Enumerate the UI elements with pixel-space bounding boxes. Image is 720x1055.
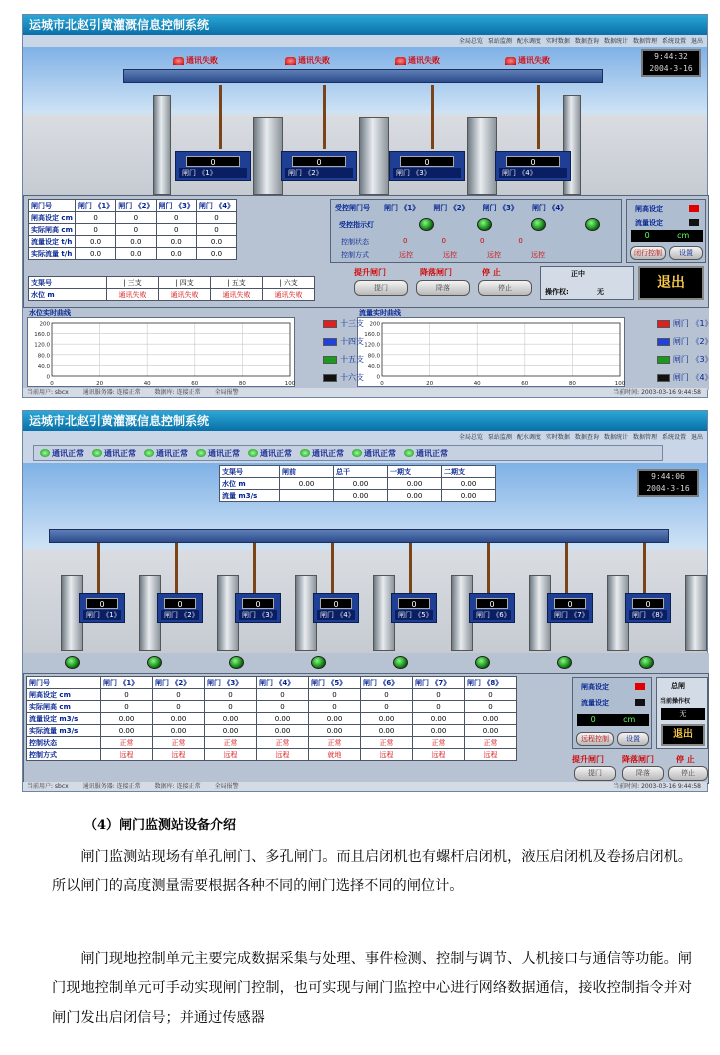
status-lamp-icon (300, 449, 310, 457)
indicator-lamp-icon (311, 656, 326, 669)
lower-gate-label: 降落闸门 (622, 755, 654, 764)
legend-label: 闸门 《2》 (672, 337, 713, 346)
lower-button[interactable]: 降落 (622, 766, 664, 781)
alarm-lamp-icon (395, 57, 406, 65)
alarm-2: 通讯失败 (285, 55, 330, 66)
legend-label: 闸门 《3》 (672, 355, 713, 364)
stop-label: 停 止 (482, 268, 501, 277)
legend-swatch (657, 356, 670, 364)
indicator-lamp-icon (419, 218, 434, 231)
chart-title: 流量实时曲线 (359, 309, 401, 317)
app-title: 运城市北赵引黄灌溉信息控制系统 (23, 411, 707, 431)
indicator-strip (23, 653, 709, 673)
menu-item[interactable]: 数据管理 (632, 434, 657, 441)
menu-item[interactable]: 配水调度 (516, 434, 541, 441)
indicator-lamp-icon (557, 656, 572, 669)
status-lamp-icon (144, 449, 154, 457)
y-tick-label: 40.0 (37, 363, 50, 370)
indicator-label: 受控指示灯 (339, 221, 374, 229)
bridge-beam (123, 69, 603, 83)
indicator-lamp-icon (531, 218, 546, 231)
x-tick-label: 0 (380, 381, 384, 387)
gate-screw (537, 85, 540, 149)
raise-button[interactable]: 提门 (354, 280, 408, 296)
x-tick-label: 60 (521, 381, 529, 387)
indicator-lamp-icon (393, 656, 408, 669)
legend-swatch (323, 356, 337, 364)
indicator-lamp-icon (639, 656, 654, 669)
legend-label: 十六支 (340, 373, 364, 382)
lower-button[interactable]: 降落 (416, 280, 470, 296)
setpoint-box: 闸高设定 流量设定 0 cm 远程控制 设置 (572, 677, 652, 749)
gate-screw (323, 85, 326, 149)
gate-screw (643, 543, 646, 599)
flow-chart (357, 317, 625, 387)
legend-swatch (323, 320, 337, 328)
menu-item[interactable]: 系统设置 (661, 434, 686, 441)
menu-item[interactable]: 数据查询 (574, 38, 599, 45)
gate-7[interactable]: 0 闸门 《7》 (547, 593, 593, 623)
canal-table: 支渠号 闸前 总干 一期支 二期支 水位 m 0.00 0.00 0.00 0.00 流量 m3/s 0.00 0.00 0.00 (219, 465, 496, 502)
set-button[interactable]: 设置 (669, 246, 703, 260)
menu-item[interactable]: 全局总览 (458, 38, 483, 45)
y-tick-label: 0 (46, 374, 50, 381)
app-title: 运城市北赵引黄灌溉信息控制系统 (23, 15, 707, 35)
menu-bar (459, 36, 703, 47)
gate-screw (219, 85, 222, 149)
y-tick-label: 160.0 (34, 332, 50, 339)
indicator-lamp-icon (475, 656, 490, 669)
menu-item[interactable]: 实时数据 (545, 434, 570, 441)
raise-gate-label: 提升闸门 (354, 268, 386, 277)
gate-5[interactable]: 0 闸门 《5》 (391, 593, 437, 623)
state-box: 正中 操作权: 无 (540, 266, 634, 300)
gate-1[interactable]: 0 闸门 《1》 (175, 151, 251, 181)
gate-2[interactable]: 0 闸门 《2》 (281, 151, 357, 181)
y-tick-label: 80.0 (37, 353, 50, 360)
y-tick-label: 40.0 (367, 363, 380, 370)
gate-scene (23, 463, 707, 653)
stop-button[interactable]: 停止 (668, 766, 708, 781)
y-tick-label: 120.0 (34, 342, 50, 349)
gate-4[interactable]: 0 闸门 《4》 (313, 593, 359, 623)
control-panel (23, 195, 709, 308)
legend-label: 十三支 (340, 319, 364, 328)
legend-item[interactable] (657, 336, 713, 347)
level-table: 支渠号 | 三支 | 四支 | 五支 | 六支 水位 m 通讯失败 通讯失败 通讯失败 通讯失败 (28, 276, 315, 301)
mode-indicator[interactable] (635, 699, 645, 706)
status-lamp-icon (404, 449, 414, 457)
menu-item[interactable]: 全局总览 (458, 434, 483, 441)
chart-title: 水位实时曲线 (29, 309, 71, 317)
menu-item[interactable]: 泵站监测 (487, 38, 512, 45)
screenshot-eight-gate (22, 410, 708, 792)
chart-area (23, 308, 713, 390)
menu-item[interactable]: 数据管理 (632, 38, 657, 45)
x-tick-label: 20 (96, 381, 104, 387)
status-lamp-icon (352, 449, 362, 457)
menu-item[interactable]: 数据统计 (603, 434, 628, 441)
legend-item[interactable] (657, 372, 713, 383)
lower-gate-label: 降落闸门 (420, 268, 452, 277)
raise-button[interactable]: 提门 (574, 766, 616, 781)
remote-control-button[interactable]: 闭行控制 (630, 246, 666, 260)
control-panel (23, 673, 709, 784)
gate-4[interactable]: 0 闸门 《4》 (495, 151, 571, 181)
status-lamp-icon (248, 449, 258, 457)
setpoint-box: 闸高设定 流量设定 0 cm 闭行控制 设置 (626, 199, 706, 263)
x-tick-label: 60 (191, 381, 199, 387)
mode-indicator[interactable] (635, 683, 645, 690)
menu-bar (459, 432, 703, 443)
menu-item[interactable]: 退出 (690, 38, 703, 45)
stop-button[interactable]: 停止 (478, 280, 532, 296)
indicator-lamp-icon (229, 656, 244, 669)
water-level-chart (27, 317, 295, 387)
menu-item[interactable]: 系统设置 (661, 38, 686, 45)
gate-screw (431, 85, 434, 149)
status-bar: 当前用户: sbcx 通讯服务器: 连接正常 数据库: 连接正常 全局报警 当前时间: 2003-03-16 9:44:58 (23, 782, 707, 791)
gate-6[interactable]: 0 闸门 《6》 (469, 593, 515, 623)
plot-frame (382, 323, 620, 376)
legend-label: 十四支 (340, 337, 364, 346)
stop-label: 停 止 (676, 755, 695, 764)
plot-frame (52, 323, 290, 376)
legend-item[interactable] (323, 354, 364, 365)
legend-item[interactable] (323, 318, 364, 329)
status-lamp-icon (40, 449, 50, 457)
gate-screw (175, 543, 178, 599)
gate-screw (487, 543, 490, 599)
menu-item[interactable]: 数据统计 (603, 38, 628, 45)
paragraph: 闸门现地控制单元主要完成数据采集与处理、事件检测、控制与调节、人机接口与通信等功能。闸门现地控制单元可手动实现闸门控制，也可实现与闸门监控中心进行网络数据通信，接收控制指令并对闸门发出启闭信号；并通过传感器 (52, 951, 692, 1026)
exit-button[interactable]: 退出 (661, 724, 705, 746)
legend-swatch (657, 320, 670, 328)
x-tick-label: 80 (238, 381, 246, 387)
indicator-lamp-icon (147, 656, 162, 669)
legend-item[interactable] (323, 372, 364, 383)
alarm-3: 通讯失败 (395, 55, 440, 66)
paragraph: 闸门监测站现场有单孔闸门、多孔闸门。而且启闭机也有螺杆启闭机，液压启闭机及卷扬启闭机。所以闸门的高度测量需要根据各种不同的闸门选择不同的闸位计。 (52, 849, 692, 895)
legend-label: 闸门 《4》 (672, 373, 713, 382)
alarm-1: 通讯失败 (173, 55, 218, 66)
pier (359, 117, 389, 195)
setpoint-input[interactable]: 0 cm (631, 230, 703, 242)
y-tick-label: 200 (39, 321, 50, 328)
x-tick-label: 40 (143, 381, 151, 387)
raise-gate-label: 提升闸门 (572, 755, 604, 764)
status-lamp-icon (92, 449, 102, 457)
gate-data-table: 闸门号 闸门 《1》 闸门 《2》 闸门 《3》 闸门 《4》 闸高设定 cm 0 0 0 0 实际闸高 cm 0 0 0 0 流量设定 t/h 0.0 0.0 0.0 0.0 实际流量 t/h 0.0 0.0 0.0 0.0 (28, 199, 237, 260)
legend-label: 十五支 (340, 355, 364, 364)
legend-item[interactable] (657, 354, 713, 365)
status-lamp-icon (196, 449, 206, 457)
gate-3[interactable]: 0 闸门 《3》 (389, 151, 465, 181)
mode-indicator[interactable] (689, 205, 699, 212)
x-tick-label: 40 (473, 381, 481, 387)
gate-2[interactable]: 0 闸门 《2》 (157, 593, 203, 623)
x-tick-label: 100 (284, 381, 296, 387)
exit-button[interactable]: 退出 (638, 266, 704, 300)
legend-swatch (657, 338, 670, 346)
x-tick-label: 20 (426, 381, 434, 387)
gate-screw (97, 543, 100, 599)
control-status-box: 受控闸门号 闸门 《1》 闸门 《2》 闸门 《3》 闸门 《4》 受控指示灯 控制状态 0 0 0 0 控制方式 远控 远控 远控 远控 (330, 199, 622, 263)
gate-screw (565, 543, 568, 599)
gate-screw (331, 543, 334, 599)
legend-swatch (323, 338, 337, 346)
y-tick-label: 160.0 (364, 332, 380, 339)
alarm-lamp-icon (173, 57, 184, 65)
gate-8[interactable]: 0 闸门 《8》 (625, 593, 671, 623)
x-tick-label: 80 (568, 381, 576, 387)
x-tick-label: 100 (614, 381, 626, 387)
gate-1[interactable]: 0 闸门 《1》 (79, 593, 125, 623)
clock: 9:44:06 2004-3-16 (637, 469, 699, 497)
main-gate-box: 总闸 当前操作权 无 退出 (656, 677, 708, 749)
gate-data-table: 闸门号 闸门 《1》 闸门 《2》 闸门 《3》 闸门 《4》 闸门 《5》 闸门 《6》 闸门 《7》 闸门 《8》 闸高设定 cm 0 0 0 0 0 0 0 0 实际闸高 cm 0 0 0 0 0 0 0 0 流量设定 m3/s 0.00 0.00 0.00 0.00 0.00 0.00 0.00 0.00 实际流量 m3/s 0.00 0.00 0.00 0.00 0.00 0.00 0.00 0.00 控制状态 正常 正常 正常 正常 正常 正常 正常 正常 控制方式 远程 远程 远程 远程 就地 远程 远程 远程 (26, 676, 517, 761)
alarm-strip: 通讯正常 通讯正常 通讯正常 通讯正常 通讯正常 通讯正常 通讯正常 通讯正常 (33, 445, 663, 461)
legend-item[interactable] (323, 336, 364, 347)
legend-item[interactable] (657, 318, 713, 329)
legend-label: 闸门 《1》 (672, 319, 713, 328)
clock: 9:44:32 2004-3-16 (641, 49, 701, 77)
mode-indicator[interactable] (689, 219, 699, 226)
menu-item[interactable]: 泵站监测 (487, 434, 512, 441)
gate-scene (23, 47, 707, 195)
section-heading: （4）闸门监测站设备介绍 (84, 818, 237, 833)
operator-value: 无 (661, 708, 705, 720)
alarm-lamp-icon (285, 57, 296, 65)
indicator-lamp-icon (585, 218, 600, 231)
menu-item[interactable]: 配水调度 (516, 38, 541, 45)
legend-swatch (323, 374, 337, 382)
set-button[interactable]: 设置 (617, 732, 649, 746)
screenshot-four-gate (22, 14, 713, 398)
pier (253, 117, 283, 195)
status-bar: 当前用户: sbcx 通讯服务器: 连接正常 数据库: 连接正常 全局报警 当前时间: 2003-03-16 9:44:58 (23, 388, 707, 397)
menu-item[interactable]: 实时数据 (545, 38, 570, 45)
gate-screw (253, 543, 256, 599)
menu-item[interactable]: 数据查询 (574, 434, 599, 441)
menu-item[interactable]: 退出 (690, 434, 703, 441)
alarm-lamp-icon (505, 57, 516, 65)
indicator-lamp-icon (477, 218, 492, 231)
pier (467, 117, 497, 195)
legend-swatch (657, 374, 670, 382)
pier (153, 95, 171, 195)
y-tick-label: 120.0 (364, 342, 380, 349)
y-tick-label: 200 (369, 321, 380, 328)
remote-control-button[interactable]: 远程控制 (576, 732, 614, 746)
x-tick-label: 0 (50, 381, 54, 387)
y-tick-label: 0 (376, 374, 380, 381)
gate-screw (409, 543, 412, 599)
bridge-beam (49, 529, 669, 543)
alarm-4: 通讯失败 (505, 55, 550, 66)
gate-3[interactable]: 0 闸门 《3》 (235, 593, 281, 623)
setpoint-input[interactable]: 0 cm (577, 714, 649, 726)
y-tick-label: 80.0 (367, 353, 380, 360)
indicator-lamp-icon (65, 656, 80, 669)
pier (685, 575, 707, 651)
